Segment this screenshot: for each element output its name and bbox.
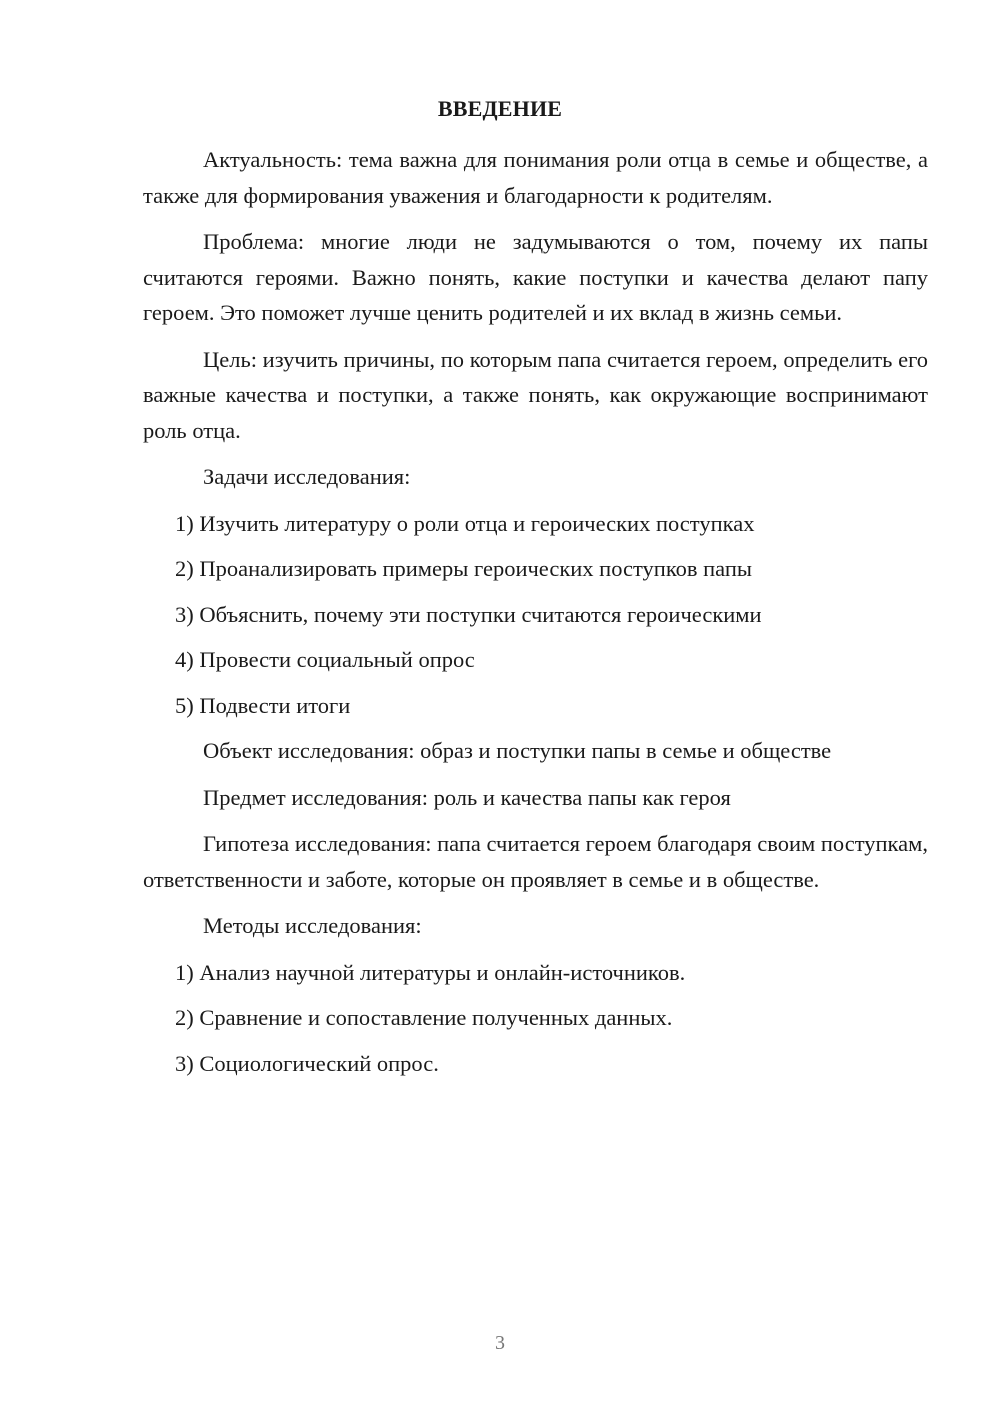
list-item: 2) Сравнение и сопоставление полученных данных.	[175, 1005, 673, 1030]
object-paragraph: Объект исследования: образ и поступки папы в семье и обществе	[203, 738, 832, 763]
relevance-paragraph: Актуальность: тема важна для понимания роли отца в семье и обществе, а также для формирования уважения и благодарности к родителям.	[143, 147, 928, 208]
section-title: ВВЕДЕНИЕ	[437, 96, 563, 121]
list-item: 1) Анализ научной литературы и онлайн-источников.	[175, 959, 686, 985]
page-number: 3	[495, 1332, 505, 1354]
tasks-list	[143, 506, 928, 724]
methods-heading: Методы исследования:	[203, 913, 422, 938]
list-item: 2) Проанализировать примеры героических поступков папы	[175, 556, 753, 581]
document-body	[143, 142, 928, 1091]
problem-paragraph: Проблема: многие люди не задумываются о том, почему их папы считаются героями. Важно понять, какие поступки и качества делают папу героем. Это поможет лучше ценить родителей и их вклад в жизнь семьи.	[143, 229, 928, 325]
list-item: 3) Объяснить, почему эти поступки считаются героическими	[175, 601, 762, 627]
list-item: 5) Подвести итоги	[175, 692, 351, 718]
list-item: 1) Изучить литературу о роли отца и героических поступках	[175, 510, 755, 536]
list-item: 4) Провести социальный опрос	[175, 647, 475, 672]
methods-list	[143, 955, 928, 1082]
tasks-heading: Задачи исследования:	[203, 464, 411, 489]
subject-paragraph: Предмет исследования: роль и качества папы как героя	[203, 784, 731, 810]
hypothesis-paragraph: Гипотеза исследования: папа считается героем благодаря своим поступкам, ответственности и заботе, которые он проявляет в семье и в обществе.	[143, 831, 928, 892]
goal-paragraph: Цель: изучить причины, по которым папа считается героем, определить его важные качества и поступки, а также понять, как окружающие воспринимают роль отца.	[143, 346, 928, 443]
list-item: 3) Социологический опрос.	[175, 1050, 439, 1076]
